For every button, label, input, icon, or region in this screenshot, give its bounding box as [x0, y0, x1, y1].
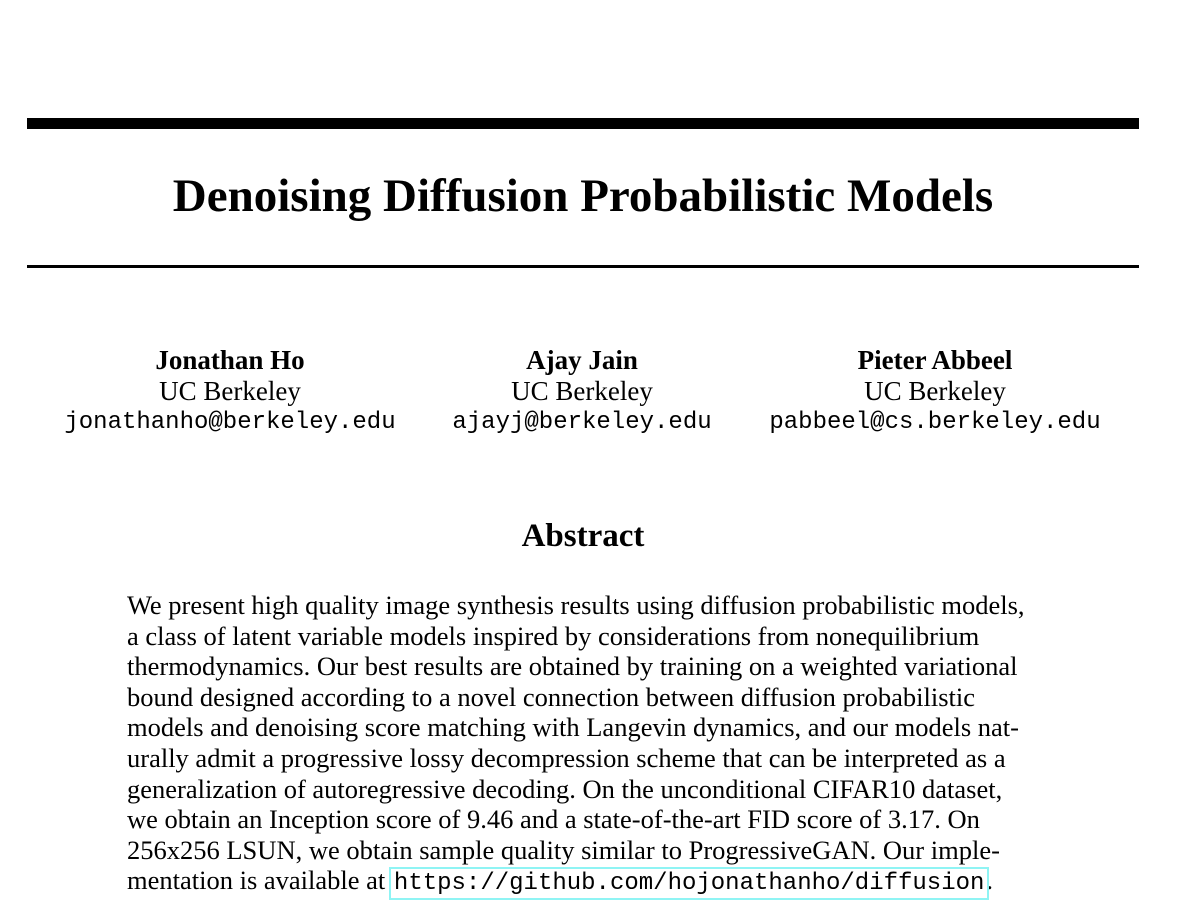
abstract-body — [127, 590, 1067, 900]
author-name: Pieter Abbeel — [857, 345, 1013, 375]
abstract-line: urally admit a progressive lossy decompression scheme that can be interpreted as a — [127, 742, 1006, 773]
title-bottom-rule — [27, 265, 1139, 268]
author-affiliation: UC Berkeley — [864, 376, 1006, 406]
abstract-line: 256x256 LSUN, we obtain sample quality similar to ProgressiveGAN. Our imple- — [127, 834, 1000, 865]
author-name: Ajay Jain — [526, 345, 638, 375]
abstract-line: a class of latent variable models inspired by considerations from nonequilibrium — [127, 620, 980, 651]
abstract-last-line-suffix: . — [986, 865, 994, 896]
author-block-3 — [755, 344, 1115, 440]
abstract-line: we obtain an Inception score of 9.46 and a state-of-the-art FID score of 3.17. On — [127, 804, 980, 835]
author-name: Jonathan Ho — [155, 345, 305, 375]
author-affiliation: UC Berkeley — [159, 376, 301, 406]
author-block-1 — [45, 344, 415, 440]
abstract-line: generalization of autoregressive decoding. On the unconditional CIFAR10 dataset, — [127, 773, 1003, 804]
author-block-2 — [432, 344, 732, 440]
title-top-rule — [27, 118, 1139, 129]
abstract-last-line — [127, 865, 1067, 900]
abstract-last-line-prefix: mentation is available at — [127, 865, 392, 896]
author-affiliation: UC Berkeley — [511, 376, 653, 406]
author-email: ajayj@berkeley.edu — [452, 409, 712, 436]
author-email: jonathanho@berkeley.edu — [64, 409, 396, 436]
paper-title: Denoising Diffusion Probabilistic Models — [172, 170, 994, 222]
author-email: pabbeel@cs.berkeley.edu — [769, 409, 1101, 436]
abstract-line: models and denoising score matching with Langevin dynamics, and our models nat- — [127, 712, 1019, 743]
abstract-heading: Abstract — [521, 518, 645, 554]
abstract-line: thermodynamics. Our best results are obtained by training on a weighted variational — [127, 651, 1018, 682]
abstract-line: bound designed according to a novel connection between diffusion probabilistic — [127, 681, 976, 712]
code-repository-link[interactable]: https://github.com/hojonathanho/diffusion — [393, 870, 985, 898]
abstract-line: We present high quality image synthesis results using diffusion probabilistic models, — [127, 590, 1025, 620]
